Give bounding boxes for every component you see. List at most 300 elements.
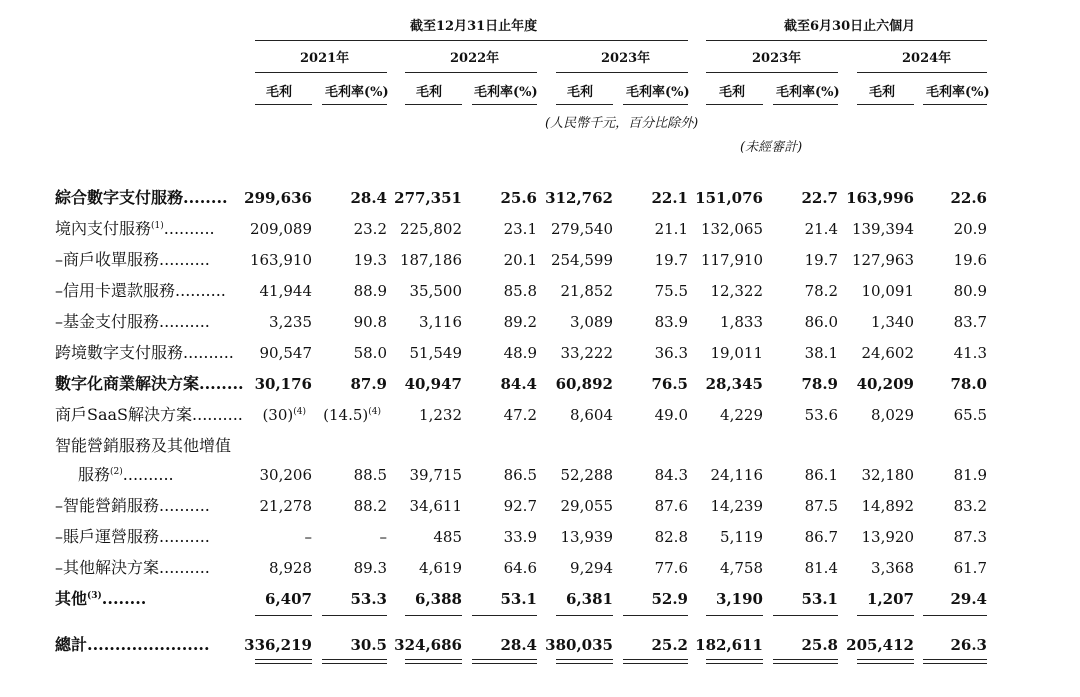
table-cell [857,377,914,392]
table-cell [871,315,914,330]
table-cell [716,592,763,607]
table-cell [720,408,763,423]
cell-value: 14,892 [861,497,914,515]
subtotal-rule [773,615,838,616]
cell-value: 182,611 [695,636,763,654]
table-cell [701,253,763,268]
cell-value: 19.3 [353,251,387,269]
table-cell [954,561,987,576]
cell-value: (14.5) [323,406,369,424]
table-cell [410,499,463,514]
table-cell [405,377,462,392]
row-label [55,190,228,206]
table-cell [500,638,537,653]
table-cell [260,468,313,483]
table-cell [250,222,312,237]
table-cell [350,377,387,392]
footnote-marker: (3) [87,591,102,601]
table-cell [561,284,614,299]
cell-value: 22.6 [950,189,987,207]
col-margin: 毛利率(%) [776,85,840,100]
table-cell [354,561,387,576]
cell-value: 89.3 [353,559,387,577]
table-cell [655,315,688,330]
cell-value: 163,996 [846,189,914,207]
row-label [55,283,226,299]
cell-value: 41.3 [953,344,987,362]
col-margin: 毛利率(%) [926,85,990,100]
row-label-text: –智能營銷服務 [55,496,160,515]
cell-value: 60,892 [555,375,613,393]
table-cell [269,315,312,330]
table-cell [711,284,764,299]
cell-value: 61.7 [953,559,987,577]
cell-value: 6,381 [566,590,613,608]
cell-value: 88.2 [353,497,387,515]
dot-leader: .......... [159,312,210,331]
table-cell [260,346,313,361]
total-double-rule [923,659,987,664]
col-rule [405,104,462,105]
cell-value: 21,852 [560,282,613,300]
cell-value: 254,599 [550,251,613,269]
cell-value: 52.9 [651,590,688,608]
table-cell [950,638,987,653]
cell-value: 47.2 [503,406,537,424]
col-rule [322,104,387,105]
row-label-text: –基金支付服務 [55,312,160,331]
cell-value: 23.1 [503,220,537,238]
cell-value: 28.4 [350,189,387,207]
col-rule [556,104,613,105]
row-label [55,345,234,361]
table-cell [410,468,463,483]
cell-value: 90.8 [353,313,387,331]
table-cell [545,191,613,206]
table-cell [545,638,613,653]
cell-value: 25.6 [500,189,537,207]
table-cell [871,408,914,423]
table-cell [801,592,838,607]
subtotal-rule [857,615,914,616]
cell-value: 83.2 [953,497,987,515]
year-rule [556,72,688,73]
table-cell [655,222,688,237]
cell-value: 86.1 [804,466,838,484]
cell-value: 19,011 [710,344,763,362]
cell-value: 58.0 [353,344,387,362]
cell-value: 35,500 [409,282,462,300]
row-label [55,314,210,330]
cell-value: 312,762 [545,189,613,207]
cell-value: 83.7 [953,313,987,331]
cell-value: 88.5 [353,466,387,484]
col-margin: 毛利率(%) [626,85,690,100]
row-label [55,407,243,423]
cell-value: 8,029 [871,406,914,424]
total-double-rule [405,659,462,664]
row-label-text: 智能營銷服務及其他增值 [55,436,232,455]
row-label-text: 綜合數字支付服務 [55,188,184,207]
cell-value: 132,065 [700,220,763,238]
cell-value: 1,340 [871,313,914,331]
table-cell [651,638,688,653]
cell-value: 26.3 [950,636,987,654]
table-cell [655,346,688,361]
table-cell [695,191,763,206]
row-label [55,637,210,653]
table-cell [651,377,688,392]
table-cell [504,346,537,361]
cell-value: 86.0 [804,313,838,331]
table-cell [954,346,987,361]
row-label [55,252,210,268]
table-cell [400,253,462,268]
table-cell [305,530,313,545]
dot-leader: .......... [163,219,215,238]
cell-value: 77.6 [654,559,688,577]
cell-value: 78.0 [950,375,987,393]
cell-value: 28.4 [500,636,537,654]
year-rule [857,72,987,73]
cell-value: 83.9 [654,313,688,331]
cell-value: (30) [262,406,294,424]
cell-value: 75.5 [654,282,688,300]
table-cell [433,530,462,545]
cell-value: 78.9 [801,375,838,393]
row-label-line1 [55,438,231,454]
cell-value: 65.5 [953,406,987,424]
cell-value: 89.2 [503,313,537,331]
table-cell [255,377,312,392]
table-cell [720,315,763,330]
table-cell [867,592,914,607]
subtotal-rule [623,615,688,616]
cell-value: 3,368 [871,559,914,577]
col-rule [857,104,914,105]
table-cell [504,561,537,576]
table-cell [504,408,537,423]
table-cell [701,222,763,237]
total-double-rule [255,659,312,664]
table-cell [862,346,915,361]
table-cell [561,468,614,483]
col-profit: 毛利 [869,85,896,100]
cell-value: 279,540 [550,220,613,238]
table-cell [419,315,462,330]
cell-value: 1,232 [419,406,462,424]
row-label-text: 其他 [55,589,88,608]
table-cell [954,315,987,330]
table-cell [394,638,462,653]
cell-value: 23.2 [353,220,387,238]
table-cell [954,222,987,237]
cell-value: 41,944 [259,282,312,300]
table-cell [570,315,613,330]
table-cell [852,253,914,268]
total-double-rule [857,659,914,664]
table-cell [706,377,763,392]
cell-value: 40,209 [856,375,914,393]
col-rule [773,104,838,105]
table-cell [655,408,688,423]
table-cell [561,346,614,361]
dot-leader: .......... [159,558,210,577]
cell-value: 33.9 [503,528,537,546]
cell-value: 29.4 [950,590,987,608]
cell-value: 12,322 [710,282,763,300]
table-cell [862,468,915,483]
table-cell [805,222,838,237]
dot-leader: .......... [183,343,234,362]
table-cell [655,284,688,299]
row-label-text: 商戶SaaS解決方案 [55,405,193,424]
cell-value: 88.9 [353,282,387,300]
cell-value: 32,180 [861,466,914,484]
cell-value: 225,802 [399,220,462,238]
cell-value: 53.6 [804,406,838,424]
cell-value: 13,939 [560,528,613,546]
cell-value: 25.2 [651,636,688,654]
cell-value: 25.8 [801,636,838,654]
cell-value: 78.2 [804,282,838,300]
cell-value: 6,407 [265,590,312,608]
table-cell [862,284,915,299]
table-cell [720,561,763,576]
table-cell [651,592,688,607]
row-label-text: 數字化商業解決方案 [55,374,200,393]
subtotal-rule [556,615,613,616]
cell-value: 3,235 [269,313,312,331]
dot-leader: ........ [199,374,244,393]
table-cell [720,530,763,545]
table-cell [500,377,537,392]
table-cell [655,468,688,483]
cell-value: 22.1 [651,189,688,207]
table-cell [805,253,838,268]
cell-value: 209,089 [249,220,312,238]
cell-value: 40,947 [404,375,462,393]
cell-value: 3,190 [716,590,763,608]
table-cell [380,530,388,545]
table-cell [950,191,987,206]
table-cell [394,191,462,206]
cell-value: 22.7 [801,189,838,207]
table-cell [551,253,613,268]
cell-value: 117,910 [700,251,763,269]
cell-value: 29,055 [560,497,613,515]
cell-value: 76.5 [651,375,688,393]
table-cell [323,408,381,423]
table-cell [954,408,987,423]
col-rule [255,104,312,105]
cell-value: 21,278 [259,497,312,515]
footnote-marker: (4) [293,407,306,417]
col-margin: 毛利率(%) [325,85,389,100]
row-label-text: 境內支付服務 [55,219,152,238]
cell-value: 5,119 [720,528,763,546]
cell-value: 380,035 [545,636,613,654]
cell-value: 19.7 [654,251,688,269]
row-label-text: 總計 [55,635,88,654]
cell-value: 324,686 [394,636,462,654]
table-cell [950,592,987,607]
table-cell [805,468,838,483]
table-cell [695,638,763,653]
row-label-text: –商戶收單服務 [55,250,160,269]
year-header-2023-h1: 2023年 [752,51,802,66]
col-rule [623,104,688,105]
cell-value: 139,394 [851,220,914,238]
table-cell [561,530,614,545]
cell-value: 485 [433,528,462,546]
footnote-marker: (1) [151,221,164,231]
table-cell [350,592,387,607]
cell-value: 84.4 [500,375,537,393]
table-cell [805,530,838,545]
cell-value: 84.3 [654,466,688,484]
table-cell [244,638,312,653]
table-cell [400,222,462,237]
cell-value: 336,219 [244,636,312,654]
cell-value: 28,345 [705,375,763,393]
cell-value: 4,619 [419,559,462,577]
total-double-rule [556,659,613,664]
table-cell [504,468,537,483]
cell-value: 1,833 [720,313,763,331]
subtotal-rule [255,615,312,616]
cell-value: 3,116 [419,313,462,331]
row-label-text: –其他解決方案 [55,558,160,577]
table-cell [419,408,462,423]
row-label [55,591,146,607]
table-cell [504,284,537,299]
table-cell [655,530,688,545]
table-cell [862,499,915,514]
cell-value: 299,636 [244,189,312,207]
row-label-text: 服務 [78,465,111,484]
table-cell [871,561,914,576]
cell-value: 87.3 [953,528,987,546]
cell-value: 33,222 [560,344,613,362]
table-cell [262,408,306,423]
table-cell [711,346,764,361]
cell-value: 205,412 [846,636,914,654]
table-cell [500,191,537,206]
cell-value: 24,116 [710,466,763,484]
table-cell [354,253,387,268]
table-cell [504,253,537,268]
cell-value: 163,910 [249,251,312,269]
total-double-rule [773,659,838,664]
table-cell [954,468,987,483]
cell-value: 48.9 [503,344,537,362]
cell-value: – [304,528,312,546]
col-profit: 毛利 [416,85,443,100]
cell-value: 53.1 [801,590,838,608]
table-cell [805,499,838,514]
table-cell [350,638,387,653]
subtotal-rule [923,615,987,616]
cell-value: 81.9 [953,466,987,484]
cell-value: 51,549 [409,344,462,362]
year-header-2024-h1: 2024年 [902,51,952,66]
cell-value: 277,351 [394,189,462,207]
cell-value: – [379,528,387,546]
dot-leader: ...................... [87,635,210,654]
table-cell [354,222,387,237]
table-cell [265,592,312,607]
cell-value: 151,076 [695,189,763,207]
table-cell [354,346,387,361]
table-cell [250,253,312,268]
cell-value: 127,963 [851,251,914,269]
year-rule [255,72,387,73]
dot-leader: .......... [122,465,174,484]
table-cell [244,191,312,206]
table-cell [655,561,688,576]
table-cell [711,468,764,483]
table-cell [801,638,838,653]
row-label [55,529,210,545]
dot-leader: ........ [101,589,147,608]
cell-value: 86.7 [804,528,838,546]
table-cell [570,561,613,576]
cell-value: 9,294 [570,559,613,577]
dot-leader: .......... [159,527,210,546]
col-rule [472,104,537,105]
cell-value: 90,547 [259,344,312,362]
col-rule [923,104,987,105]
table-cell [852,222,914,237]
row-label [55,498,210,514]
table-cell [954,284,987,299]
subtotal-rule [706,615,763,616]
table-cell [950,377,987,392]
cell-value: 30.5 [350,636,387,654]
cell-value: 49.0 [654,406,688,424]
cell-value: 10,091 [861,282,914,300]
unit-note: (人民幣千元，百分比除外) [545,116,699,131]
cell-value: 21.4 [804,220,838,238]
group-header-half: 截至6月30日止六個月 [784,19,916,34]
table-cell [354,284,387,299]
cell-value: 19.6 [953,251,987,269]
cell-value: 30,206 [259,466,312,484]
table-cell [846,191,914,206]
table-cell [862,530,915,545]
table-cell [556,377,613,392]
col-profit: 毛利 [266,85,293,100]
cell-value: 20.9 [953,220,987,238]
total-double-rule [623,659,688,664]
row-label [55,560,210,576]
table-cell [260,284,313,299]
dot-leader: .......... [175,281,226,300]
dot-leader: .......... [192,405,243,424]
cell-value: 86.5 [503,466,537,484]
table-cell [419,561,462,576]
table-cell [504,222,537,237]
year-rule [706,72,838,73]
cell-value: 3,089 [570,313,613,331]
row-label-text: 跨境數字支付服務 [55,343,184,362]
table-cell [655,499,688,514]
table-cell [805,408,838,423]
total-double-rule [322,659,387,664]
cell-value: 4,758 [720,559,763,577]
table-cell [711,499,764,514]
